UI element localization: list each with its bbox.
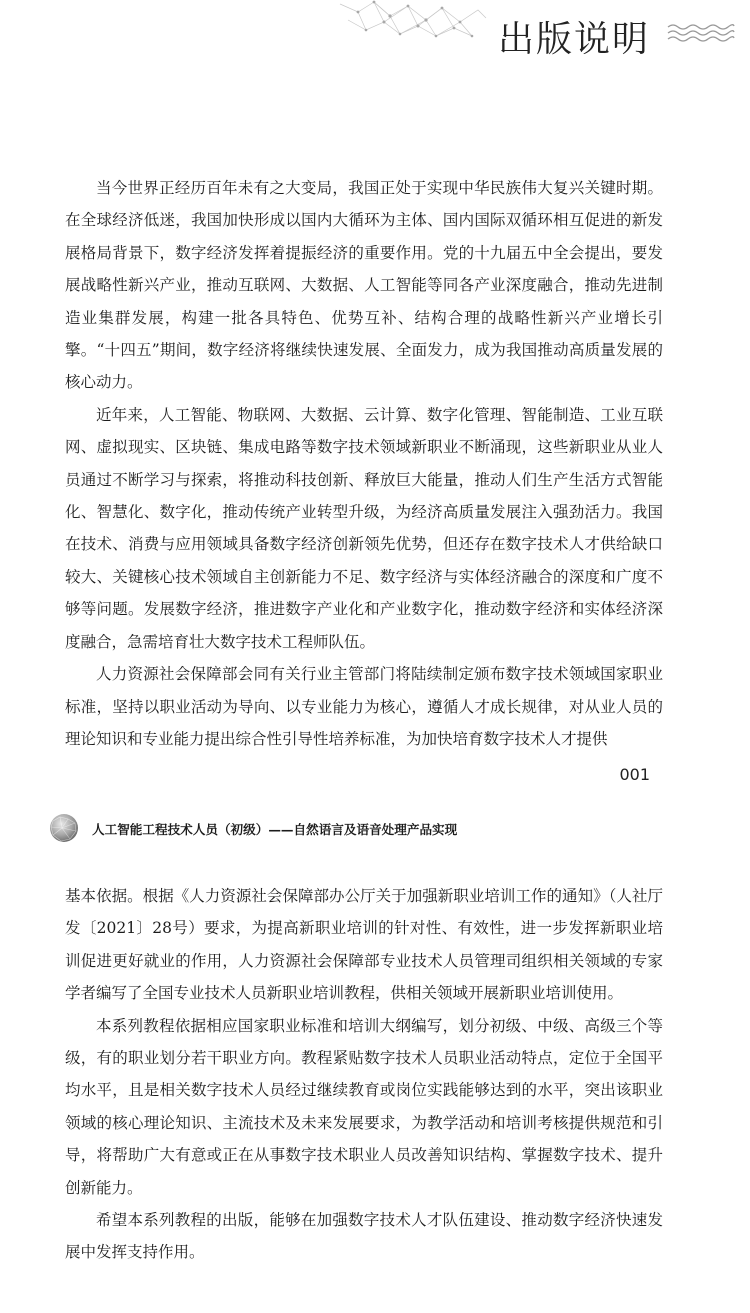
- globe-sphere-icon: [48, 811, 80, 845]
- body-text-bottom: [65, 880, 663, 1269]
- paragraph: 近年来，人工智能、物联网、大数据、云计算、数字化管理、智能制造、工业互联网、虚拟现实、区块链、集成电路等数字技术领域新职业不断涌现，这些新职业从业人员通过不断学习与探索，将推动科技创新、释放巨大能量，推动人们生产生活方式智能化、智慧化、数字化，推动传统产业转型升级，为经济高质量发展注入强劲活力。我国在技术、消费与应用领域具备数字经济创新领先优势，但还存在数字技术人才供给缺口较大、关键核心技术领域自主创新能力不足、数字经济与实体经济融合的深度和广度不够等问题。发展数字经济，推进数字产业化和产业数字化，推动数字经济和实体经济深度融合，急需培育壮大数字技术工程师队伍。: [65, 405, 663, 651]
- chapter-title: 出版说明: [497, 19, 650, 60]
- network-lines-icon: [338, 0, 488, 40]
- running-header: [0, 805, 750, 857]
- page-number: 001: [619, 765, 650, 784]
- paragraph: 基本依据。根据《人力资源社会保障部办公厅关于加强新职业培训工作的通知》（人社厅发〔2021〕28号）要求，为提高新职业培训的针对性、有效性，进一步发挥新职业培训促进更好就业的作用，人力资源社会保障部专业技术人员管理司组织相关领域的专家学者编写了全国专业技术人员新职业培训教程，供相关领域开展新职业培训使用。: [65, 887, 663, 1003]
- paragraph: 本系列教程依据相应国家职业标准和培训大纲编写，划分初级、中级、高级三个等级，有的职业划分若干职业方向。教程紧贴数字技术人员职业活动特点，定位于全国平均水平，且是相关数字技术人员经过继续教育或岗位实践能够达到的水平，突出该职业领域的核心理论知识、主流技术及未来发展要求，为教学活动和培训考核提供规范和引导，将帮助广大有意或正在从事数字技术职业人员改善知识结构、掌握数字技术、提升创新能力。: [65, 1016, 663, 1197]
- paragraph: 当今世界正经历百年未有之大变局，我国正处于实现中华民族伟大复兴关键时期。在全球经济低迷，我国加快形成以国内大循环为主体、国内国际双循环相互促进的新发展格局背景下，数字经济发挥着提振经济的重要作用。党的十九届五中全会提出，要发展战略性新兴产业，推动互联网、大数据、人工智能等同各产业深度融合，推动先进制造业集群发展，构建一批各具特色、优势互补、结构合理的战略性新兴产业增长引擎。“十四五”期间，数字经济将继续快速发展、全面发力，成为我国推动高质量发展的核心动力。: [65, 179, 663, 392]
- paragraph: 希望本系列教程的出版，能够在加强数字技术人才队伍建设、推动数字经济快速发展中发挥支持作用。: [65, 1211, 663, 1262]
- paragraph: 人力资源社会保障部会同有关行业主管部门将陆续制定颁布数字技术领域国家职业标准，坚持以职业活动为导向、以专业能力为核心，遵循人才成长规律，对从业人员的理论知识和专业能力提出综合性引导性培养标准，为加快培育数字技术人才提供: [65, 665, 663, 748]
- wave-lines-icon: [666, 22, 736, 44]
- body-text-top: [65, 172, 663, 755]
- running-header-title: 人工智能工程技术人员（初级）——自然语言及语音处理产品实现: [92, 822, 458, 837]
